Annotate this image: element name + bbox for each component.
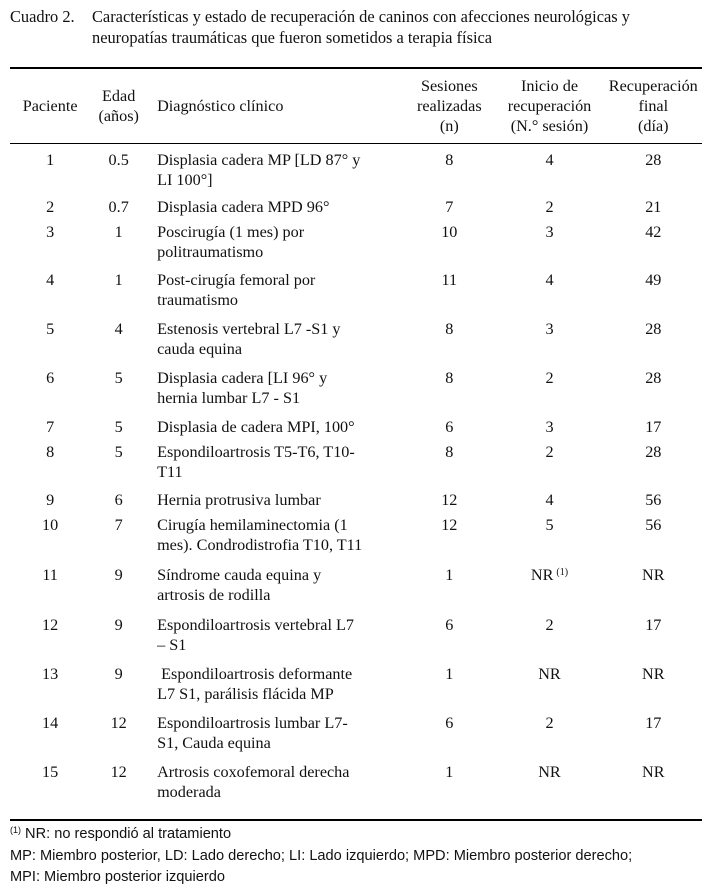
cell-inicio	[494, 316, 604, 365]
cell-inicio	[494, 142, 604, 194]
cell-diagnostico	[147, 661, 404, 710]
cell-sesiones: 10	[441, 223, 458, 241]
caption-label: Cuadro 2.	[10, 7, 75, 26]
cell-recuperacion: 56	[645, 516, 662, 534]
table-row	[10, 267, 702, 316]
diagnostico-line: – S1	[157, 636, 187, 654]
cell-inicio	[494, 414, 604, 439]
cell-diagnostico	[147, 562, 404, 612]
inicio-value: NR	[530, 566, 554, 584]
inicio-value: NR	[538, 763, 561, 781]
cell-diagnostico	[147, 612, 404, 661]
diagnostico-line: Espondiloartrosis T5-T6, T10-	[157, 443, 355, 461]
cell-recuperacion: NR	[642, 566, 665, 584]
table-row	[10, 365, 702, 414]
diagnostico-line: LI 100°]	[157, 171, 213, 189]
cell-inicio	[494, 759, 604, 805]
footnote-marker: (1)	[10, 825, 21, 835]
cell-edad: 1	[114, 223, 123, 241]
cell-sesiones: 6	[445, 714, 454, 732]
cell-sesiones: 1	[445, 763, 454, 781]
cell-inicio	[494, 219, 604, 267]
cell-diagnostico	[147, 759, 404, 805]
cell-inicio	[494, 365, 604, 414]
table-row	[10, 612, 702, 661]
cell-diagnostico	[147, 414, 404, 439]
cell-edad: 6	[114, 491, 123, 509]
cell-inicio	[494, 612, 604, 661]
cell-edad: 7	[114, 516, 123, 534]
diagnostico-line: moderada	[157, 783, 221, 801]
diagnostico-line: Displasia cadera MPD 96°	[157, 198, 330, 216]
cell-diagnostico	[147, 194, 404, 219]
header-edad: Edad (años)	[98, 87, 139, 125]
cell-sesiones: 1	[445, 665, 454, 683]
table-header-row	[10, 70, 702, 142]
diagnostico-line: Síndrome cauda equina y	[157, 566, 322, 584]
inicio-value: 2	[545, 369, 554, 387]
cell-recuperacion: 49	[645, 271, 662, 289]
table-row	[10, 219, 702, 267]
cell-paciente: 9	[46, 491, 55, 509]
cell-inicio	[494, 661, 604, 710]
cell-inicio	[494, 562, 604, 612]
diagnostico-line: T11	[157, 463, 183, 481]
cell-sesiones: 8	[445, 369, 454, 387]
cell-edad: 0.5	[108, 151, 129, 169]
cell-edad: 5	[114, 443, 123, 461]
inicio-value: 4	[545, 491, 554, 509]
inicio-value: NR	[538, 665, 561, 683]
cell-diagnostico	[147, 365, 404, 414]
table-row	[10, 710, 702, 759]
cell-diagnostico	[147, 710, 404, 759]
cell-recuperacion: NR	[642, 763, 665, 781]
cell-recuperacion: NR	[642, 665, 665, 683]
cell-paciente: 7	[46, 418, 55, 436]
diagnostico-line: Hernia protrusiva lumbar	[157, 491, 321, 509]
diagnostico-line: cauda equina	[157, 340, 243, 358]
cell-edad: 5	[114, 418, 123, 436]
cell-paciente: 15	[42, 763, 59, 781]
cell-edad: 9	[114, 616, 123, 634]
inicio-value: 4	[545, 151, 554, 169]
cell-recuperacion: 42	[645, 223, 662, 241]
inicio-value: 2	[545, 714, 554, 732]
diagnostico-line: S1, Cauda equina	[157, 734, 271, 752]
header-recuperacion: Recuperación final (día)	[608, 77, 698, 135]
diagnostico-line: Espondiloartrosis deformante	[157, 665, 353, 683]
table-row	[10, 661, 702, 710]
diagnostico-line: Post-cirugía femoral por	[157, 271, 316, 289]
table-row	[10, 194, 702, 219]
cell-diagnostico	[147, 512, 404, 562]
cell-inicio	[494, 267, 604, 316]
diagnostico-line: Poscirugía (1 mes) por	[157, 223, 305, 241]
cell-inicio	[494, 487, 604, 512]
diagnostico-line: politraumatismo	[157, 243, 264, 261]
cell-edad: 12	[110, 714, 127, 732]
cell-edad: 0.7	[108, 198, 129, 216]
cell-paciente: 11	[42, 566, 58, 584]
inicio-value: 2	[545, 616, 554, 634]
cell-diagnostico	[147, 487, 404, 512]
table-body	[10, 142, 702, 805]
inicio-value: 3	[545, 418, 554, 436]
table-row	[10, 414, 702, 439]
cell-diagnostico	[147, 142, 404, 194]
cell-diagnostico	[147, 316, 404, 365]
diagnostico-line: L7 S1, parálisis flácida MP	[157, 685, 334, 703]
cell-recuperacion: 28	[645, 151, 662, 169]
diagnostico-line: Estenosis vertebral L7 -S1 y	[157, 320, 341, 338]
inicio-value: 4	[545, 271, 554, 289]
cell-recuperacion: 28	[645, 443, 662, 461]
table-row	[10, 562, 702, 612]
recovery-table	[10, 70, 702, 805]
table-row	[10, 439, 702, 487]
diagnostico-line: Espondiloartrosis lumbar L7-	[157, 714, 348, 732]
cell-inicio	[494, 512, 604, 562]
inicio-value: 2	[545, 198, 554, 216]
header-inicio: Inicio de recuperación (N.° sesión)	[507, 77, 592, 135]
header-paciente: Paciente	[22, 97, 78, 115]
cell-inicio	[494, 439, 604, 487]
cell-paciente: 6	[46, 369, 55, 387]
cell-sesiones: 12	[441, 516, 458, 534]
cell-paciente: 13	[42, 665, 59, 683]
diagnostico-line: Artrosis coxofemoral derecha	[157, 763, 350, 781]
diagnostico-line: Cirugía hemilaminectomia (1	[157, 516, 348, 534]
cell-recuperacion: 17	[645, 616, 662, 634]
table-row	[10, 487, 702, 512]
inicio-value: 5	[545, 516, 554, 534]
table-row	[10, 512, 702, 562]
cell-edad: 5	[114, 369, 123, 387]
diagnostico-line: Displasia cadera MP [LD 87° y	[157, 151, 361, 169]
cell-recuperacion: 28	[645, 320, 662, 338]
cell-paciente: 2	[46, 198, 55, 216]
diagnostico-line: traumatismo	[157, 291, 239, 309]
cell-edad: 9	[114, 566, 123, 584]
cell-sesiones: 8	[445, 443, 454, 461]
diagnostico-line: Displasia de cadera MPI, 100°	[157, 418, 355, 436]
cell-paciente: 4	[46, 271, 55, 289]
header-sesiones: Sesiones realizadas (n)	[416, 77, 482, 135]
diagnostico-line: Displasia cadera [LI 96° y	[157, 369, 328, 387]
cell-sesiones: 6	[445, 418, 454, 436]
cell-edad: 12	[110, 763, 127, 781]
cell-recuperacion: 17	[645, 418, 662, 436]
diagnostico-line: artrosis de rodilla	[157, 586, 271, 604]
diagnostico-line: hernia lumbar L7 - S1	[157, 389, 301, 407]
table-row	[10, 759, 702, 805]
cell-recuperacion: 17	[645, 714, 662, 732]
cell-recuperacion: 21	[645, 198, 662, 216]
inicio-value: 2	[545, 443, 554, 461]
cell-inicio	[494, 710, 604, 759]
abbreviations-line: MP: Miembro posterior, LD: Lado derecho; LI: Lado izquierdo; MPD: Miembro posterior derecho;	[10, 847, 633, 864]
cell-sesiones: 8	[445, 320, 454, 338]
cell-diagnostico	[147, 439, 404, 487]
cell-sesiones: 6	[445, 616, 454, 634]
footnote-nr: $^{(1)}$ NR: no respondió al tratamiento	[10, 825, 232, 842]
footnote-marker: (1)	[556, 567, 569, 578]
table-notes	[10, 824, 710, 889]
cell-sesiones: 12	[441, 491, 458, 509]
cell-sesiones: 11	[441, 271, 458, 289]
cell-sesiones: 1	[445, 566, 454, 584]
cell-paciente: 1	[46, 151, 55, 169]
diagnostico-line: mes). Condrodistrofia T10, T11	[157, 536, 363, 554]
cell-paciente: 12	[42, 616, 59, 634]
abbreviations-line: MPI: Miembro posterior izquierdo	[10, 869, 225, 885]
cell-sesiones: 7	[445, 198, 454, 216]
caption-text: Características y estado de recuperación de caninos con afecciones neurológicas y neuropatías traumáticas que fueron sometidos a terapia física	[92, 7, 630, 47]
cell-edad: 9	[114, 665, 123, 683]
table-row	[10, 142, 702, 194]
inicio-value: 3	[545, 223, 554, 241]
cell-paciente: 3	[46, 223, 55, 241]
diagnostico-line: Espondiloartrosis vertebral L7	[157, 616, 354, 634]
cell-recuperacion: 56	[645, 491, 662, 509]
table-top-rule	[10, 67, 702, 69]
cell-sesiones: 8	[445, 151, 454, 169]
table-row	[10, 316, 702, 365]
cell-diagnostico	[147, 267, 404, 316]
inicio-value: 3	[545, 320, 554, 338]
cell-recuperacion: 28	[645, 369, 662, 387]
cell-diagnostico	[147, 219, 404, 267]
cell-edad: 4	[114, 320, 123, 338]
cell-paciente: 5	[46, 320, 55, 338]
cell-paciente: 10	[42, 516, 59, 534]
cell-paciente: 8	[46, 443, 55, 461]
header-diagnostico: Diagnóstico clínico	[157, 97, 284, 115]
cell-paciente: 14	[42, 714, 59, 732]
cell-edad: 1	[114, 271, 123, 289]
cell-inicio	[494, 194, 604, 219]
table-bottom-rule	[10, 819, 702, 821]
